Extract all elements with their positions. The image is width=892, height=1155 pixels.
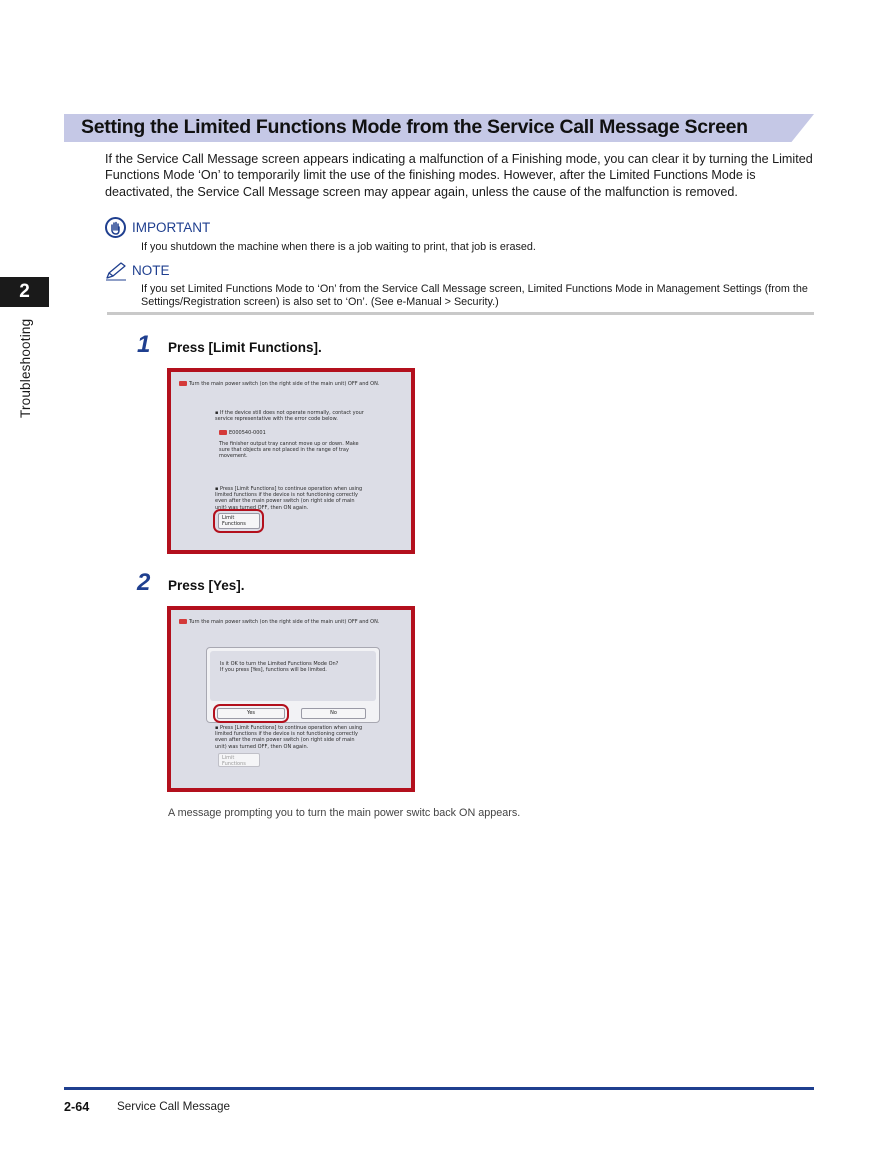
step-2-screenshot — [167, 606, 415, 792]
step-2-text: Press [Yes]. — [168, 578, 245, 593]
screen-1-header: Turn the main power switch (on the right side of the main unit) OFF and ON. — [179, 381, 407, 387]
note-heading: NOTE — [132, 263, 170, 278]
footer-rule — [64, 1087, 814, 1090]
screen-1-error-code: E000540-0001 — [219, 430, 266, 436]
limit-functions-button[interactable]: Limit Functions — [218, 513, 260, 529]
screen-1-bullet-2: ▪ Press [Limit Functions] to continue operation when using limited functions if the device is not functioning correctly even after the main power switch (on right side of main unit) was turned OFF, then ON again. — [215, 486, 363, 511]
screen-1-bullet-1: ▪ If the device still does not operate normally, contact your service representative with the error code below. — [215, 410, 364, 423]
dialog-message-line-1: Is it OK to turn the Limited Functions Mode On? — [220, 661, 339, 667]
step-1-text: Press [Limit Functions]. — [168, 340, 322, 355]
section-divider — [107, 312, 814, 315]
screen-2-header: Turn the main power switch (on the right side of the main unit) OFF and ON. — [179, 619, 407, 625]
limit-functions-button-disabled: Limit Functions — [218, 753, 260, 767]
dialog-message-line-2: If you press [Yes], functions will be limited. — [220, 667, 327, 673]
important-heading: IMPORTANT — [132, 220, 211, 235]
chapter-side-label: Troubleshooting — [18, 318, 33, 418]
no-button[interactable]: No — [301, 708, 366, 719]
hand-stop-icon — [105, 217, 126, 238]
page-title: Setting the Limited Functions Mode from the Service Call Message Screen — [81, 116, 748, 138]
step-2-number: 2 — [137, 569, 151, 596]
intro-paragraph: If the Service Call Message screen appears indicating a malfunction of a Finishing mode, you can clear it by turning the Limited Functions Mode ‘On’ to temporarily limit the use of the finishing modes. However, after the Limited Functions Mode is deactivated, the Service Call Message screen may appear again, unless the cause of the malfunction is removed. — [105, 152, 813, 199]
note-text: If you set Limited Functions Mode to ‘On’ from the Service Call Message screen, Limited Functions Mode in Management Settings (from the Settings/Registration screen) is also set to ‘On’. (See e-Manual > Security.) — [141, 283, 808, 308]
warning-badge-icon — [179, 619, 187, 624]
pencil-icon — [104, 261, 128, 286]
screen-1-error-text: The finisher output tray cannot move up or down. Make sure that objects are not placed in the range of tray movement. — [219, 441, 359, 460]
result-caption: A message prompting you to turn the main power switc back ON appears. — [168, 807, 521, 819]
yes-button[interactable]: Yes — [217, 708, 285, 719]
important-text: If you shutdown the machine when there is a job waiting to print, that job is erased. — [141, 241, 536, 253]
screen-2-bullet-2: ▪ Press [Limit Functions] to continue operation when using limited functions if the device is not functioning correctly even after the main power switch (on right side of main unit) was turned OFF, then ON again. — [215, 725, 363, 750]
page-number: 2-64 — [64, 1100, 90, 1114]
error-badge-icon — [219, 430, 227, 435]
warning-badge-icon — [179, 381, 187, 386]
step-1-number: 1 — [137, 331, 151, 358]
footer-section-title: Service Call Message — [117, 1100, 231, 1113]
step-1-screenshot — [167, 368, 415, 554]
chapter-number-tab: 2 — [0, 277, 49, 307]
